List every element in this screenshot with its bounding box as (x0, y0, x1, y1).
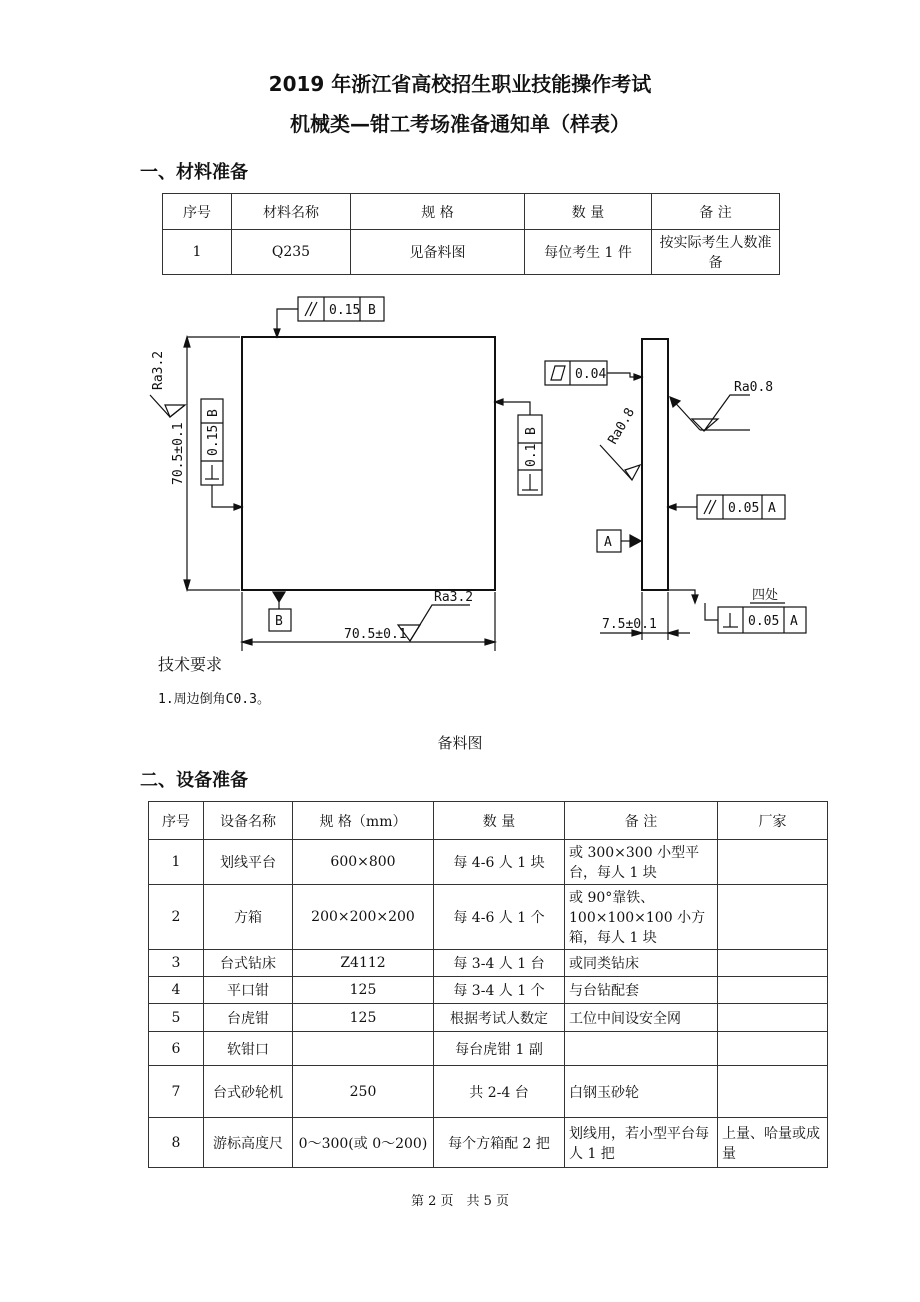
tol-value-parallel-top: 0.15 (329, 303, 361, 318)
table-cell: 见备料图 (351, 230, 525, 275)
table-cell: 台式钻床 (204, 950, 293, 977)
dim-height-label: 70.5±0.1 (171, 422, 186, 485)
datum-label: B (524, 427, 539, 435)
materials-header-row (163, 194, 780, 230)
table-cell: 划线平台 (204, 840, 293, 885)
table-cell: 5 (149, 1004, 204, 1032)
col-header: 数 量 (525, 194, 652, 230)
table-cell: 8 (149, 1118, 204, 1168)
page-footer: 第 2 页 共 5 页 (410, 1194, 510, 1209)
tol-value-perp-left: 0.15 (206, 424, 221, 456)
title-line-2: 机械类—钳工考场准备通知单（样表） (290, 112, 630, 136)
table-row (149, 840, 828, 885)
tol-value-flatness: 0.04 (575, 367, 607, 382)
table-row (163, 230, 780, 275)
table-cell: 200×200×200 (293, 885, 434, 950)
table-cell: 或 300×300 小型平台，每人 1 块 (565, 840, 718, 885)
table-cell: 7 (149, 1066, 204, 1118)
table-cell: 根据考试人数定 (434, 1004, 565, 1032)
datum-label: A (604, 535, 612, 550)
plate-side-view (642, 339, 668, 590)
table-cell: 共 2-4 台 (434, 1066, 565, 1118)
col-header: 设备名称 (204, 802, 293, 840)
table-cell: 250 (293, 1066, 434, 1118)
table-row (149, 977, 828, 1004)
ra-left-label: Ra3.2 (151, 350, 166, 390)
datum-label: B (275, 614, 283, 629)
plate-front-view (242, 337, 495, 590)
table-cell: 每位考生 1 件 (525, 230, 652, 275)
table-cell (718, 840, 828, 885)
table-row (149, 1004, 828, 1032)
tol-value-perp-side: 0.05 (748, 614, 780, 629)
four-places-label: 四处 (752, 588, 779, 603)
datum-label: A (768, 501, 776, 516)
datum-label: A (790, 614, 798, 629)
table-cell (718, 1004, 828, 1032)
table-cell: 0～300(或 0～200) (293, 1118, 434, 1168)
table-cell (718, 885, 828, 950)
table-cell: 每台虎钳 1 副 (434, 1032, 565, 1066)
table-row (149, 1118, 828, 1168)
table-cell: 4 (149, 977, 204, 1004)
col-header: 规 格 (351, 194, 525, 230)
table-cell: 或 90°靠铁、100×100×100 小方箱，每人 1 块 (565, 885, 718, 950)
table-row (149, 1032, 828, 1066)
table-cell: 3 (149, 950, 204, 977)
col-header: 序号 (163, 194, 232, 230)
equipment-header-row (149, 802, 828, 840)
table-cell: 每个方箱配 2 把 (434, 1118, 565, 1168)
table-cell: 白钢玉砂轮 (565, 1066, 718, 1118)
table-cell: 2 (149, 885, 204, 950)
drawing-caption: 备料图 (437, 734, 483, 752)
table-cell (718, 950, 828, 977)
datum-label: B (368, 303, 376, 318)
dim-thickness-label: 7.5±0.1 (602, 617, 657, 632)
tol-value-perp-right: 0.1 (524, 443, 539, 467)
table-cell: 与台钻配套 (565, 977, 718, 1004)
col-header: 数 量 (434, 802, 565, 840)
materials-table (162, 193, 780, 275)
table-cell: Q235 (232, 230, 351, 275)
table-cell: 按实际考生人数准备 (652, 230, 780, 275)
table-cell: Z4112 (293, 950, 434, 977)
table-cell: 每 4-6 人 1 个 (434, 885, 565, 950)
dim-width-label: 70.5±0.1 (344, 627, 407, 642)
title-line-1: 2019 年浙江省高校招生职业技能操作考试 (268, 72, 652, 96)
col-header: 材料名称 (232, 194, 351, 230)
table-cell (718, 1066, 828, 1118)
table-row (149, 950, 828, 977)
col-header: 序号 (149, 802, 204, 840)
tech-req-item: 1.周边倒角C0.3。 (158, 692, 270, 707)
table-cell (718, 977, 828, 1004)
col-header: 备 注 (565, 802, 718, 840)
table-cell: 每 3-4 人 1 台 (434, 950, 565, 977)
table-cell (293, 1032, 434, 1066)
table-cell: 上量、哈量或成量 (718, 1118, 828, 1168)
ra-bottom-label: Ra3.2 (434, 590, 474, 605)
materials-heading: 一、材料准备 (140, 162, 248, 183)
table-cell: 每 4-6 人 1 块 (434, 840, 565, 885)
table-cell: 或同类钻床 (565, 950, 718, 977)
tol-value-parallel-side: 0.05 (728, 501, 760, 516)
table-cell: 游标高度尺 (204, 1118, 293, 1168)
table-cell (718, 1032, 828, 1066)
col-header: 厂家 (718, 802, 828, 840)
equipment-table (148, 801, 828, 1168)
table-cell: 每 3-4 人 1 个 (434, 977, 565, 1004)
datum-label: B (206, 409, 221, 417)
table-row (149, 1066, 828, 1118)
table-cell: 划线用，若小型平台每人 1 把 (565, 1118, 718, 1168)
table-cell: 1 (163, 230, 232, 275)
col-header: 规 格（mm） (293, 802, 434, 840)
table-cell: 平口钳 (204, 977, 293, 1004)
table-cell: 软钳口 (204, 1032, 293, 1066)
table-cell: 台式砂轮机 (204, 1066, 293, 1118)
table-cell: 方箱 (204, 885, 293, 950)
stock-drawing (0, 285, 920, 725)
ra-side-left-label: Ra0.8 (605, 405, 639, 447)
ra-side-top-label: Ra0.8 (734, 380, 774, 395)
table-cell (565, 1032, 718, 1066)
table-cell: 1 (149, 840, 204, 885)
col-header: 备 注 (652, 194, 780, 230)
table-cell: 600×800 (293, 840, 434, 885)
table-cell: 工位中间设安全网 (565, 1004, 718, 1032)
tech-req-title: 技术要求 (158, 655, 223, 674)
table-cell: 台虎钳 (204, 1004, 293, 1032)
table-row (149, 885, 828, 950)
equipment-heading: 二、设备准备 (140, 770, 248, 791)
table-cell: 125 (293, 977, 434, 1004)
table-cell: 6 (149, 1032, 204, 1066)
table-cell: 125 (293, 1004, 434, 1032)
